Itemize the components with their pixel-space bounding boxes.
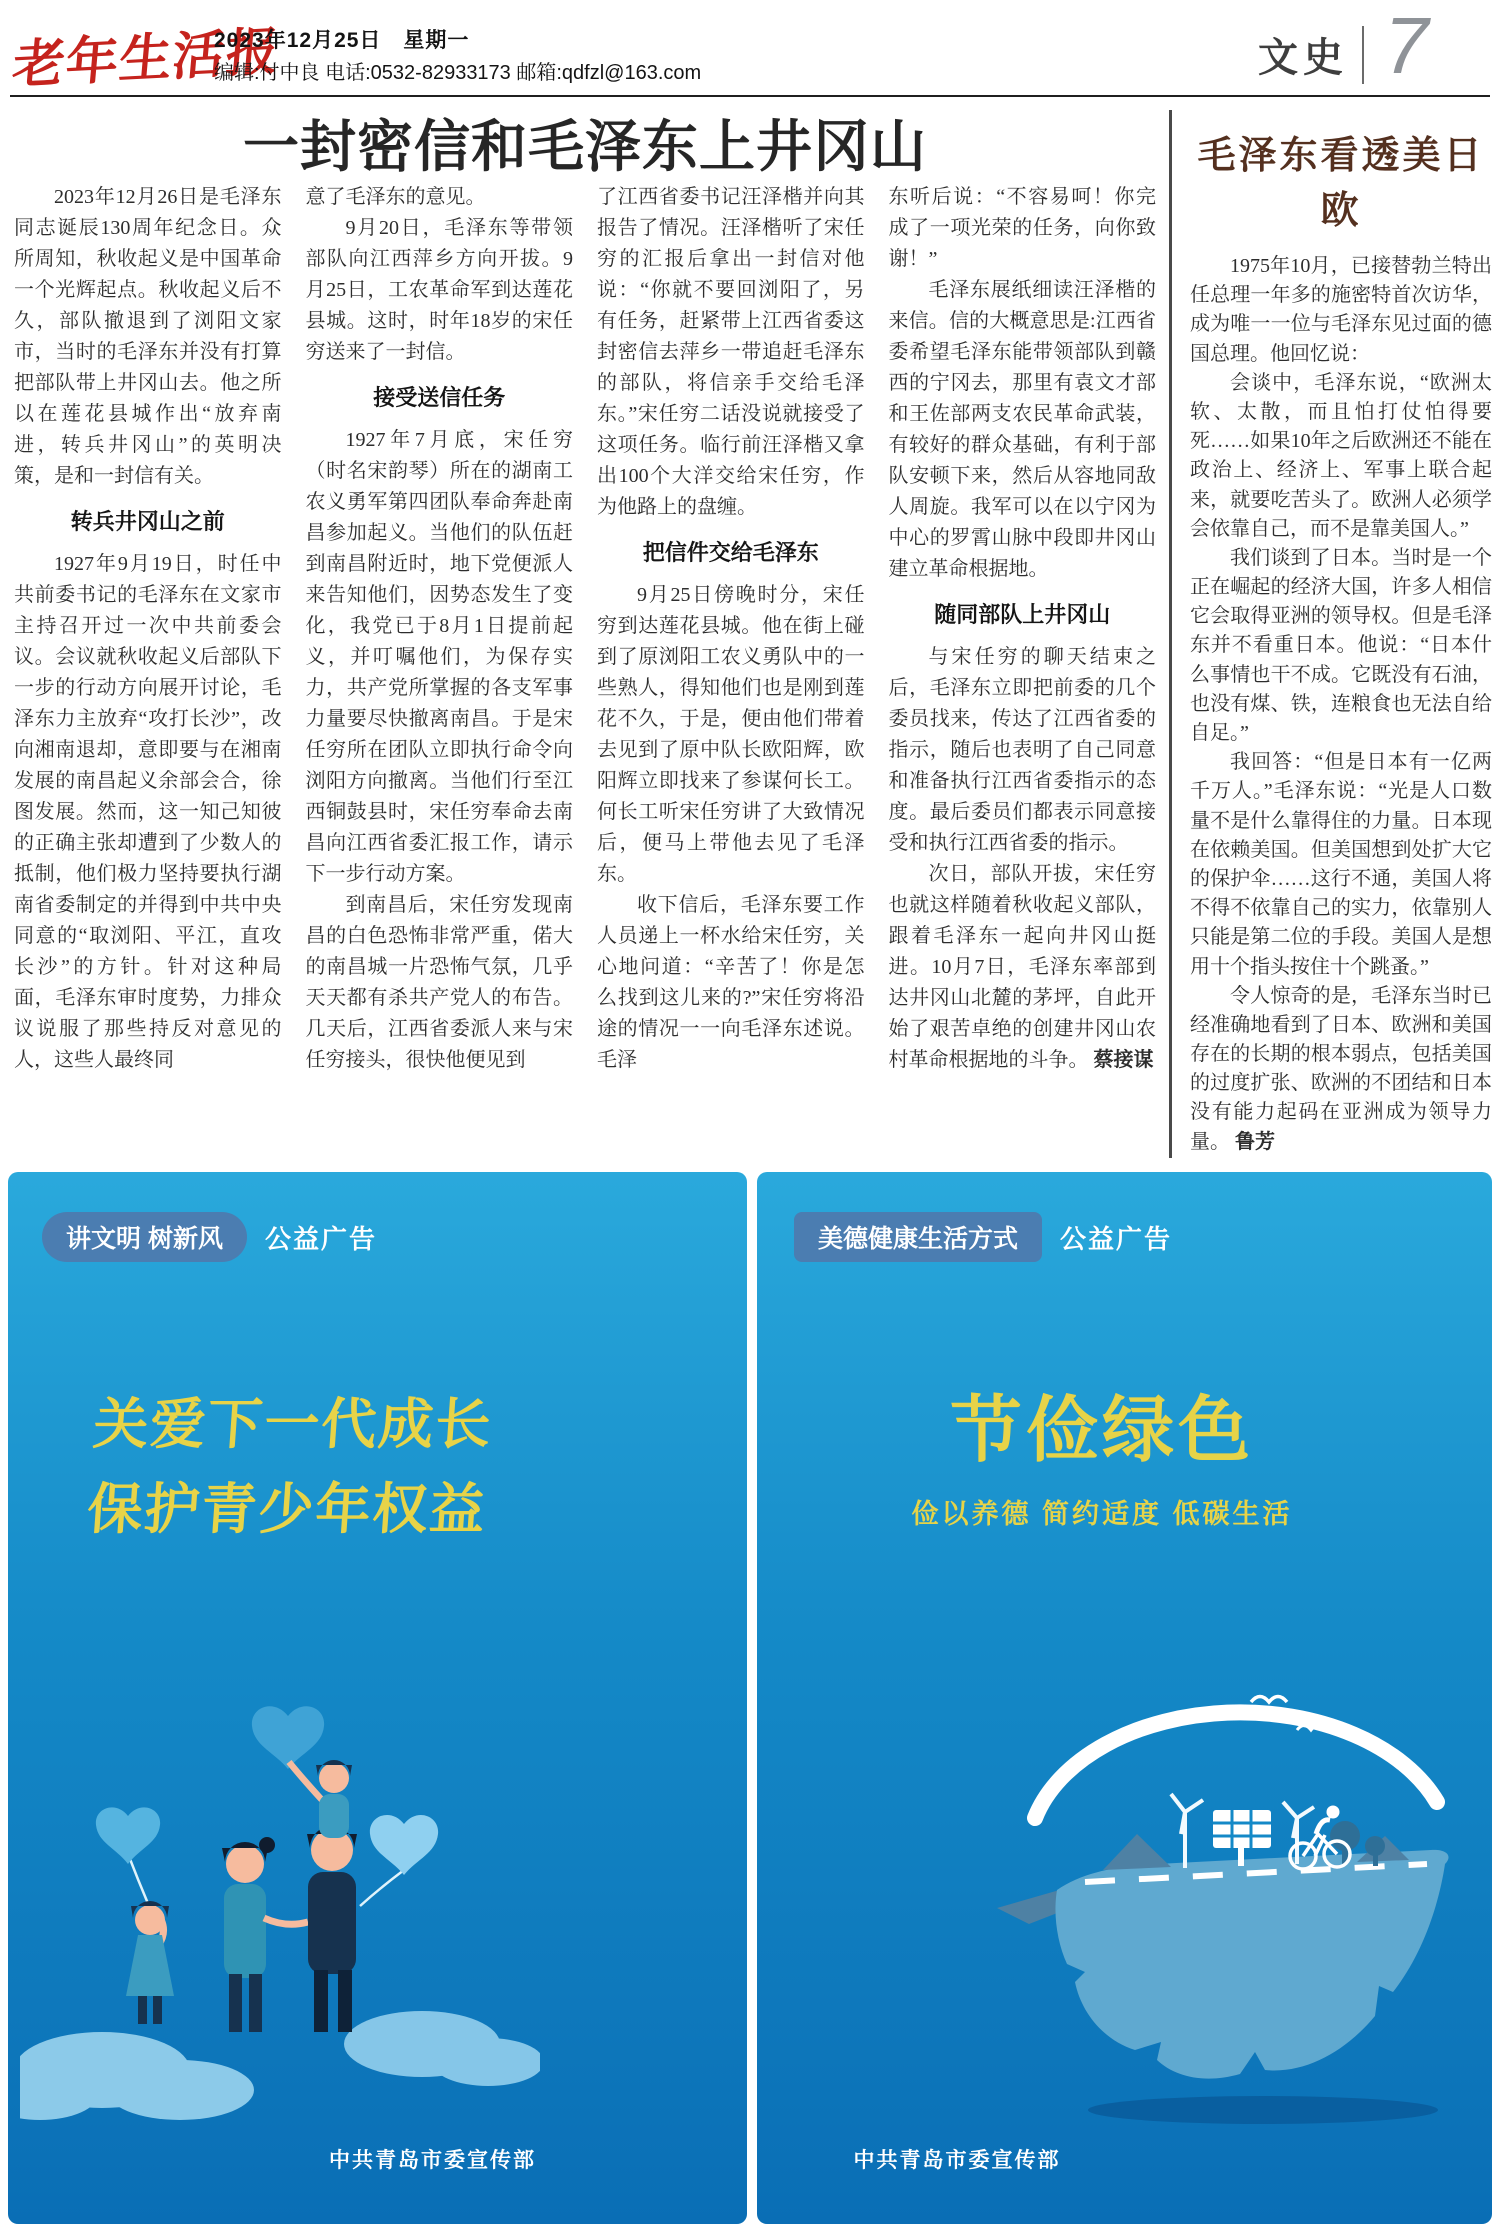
column-paragraph: 到南昌后，宋任穷发现南昌的白色恐怖非常严重，偌大的南昌城一片恐怖气氛，几乎天天都有杀共产党人的布告。几天后，江西省委派人来与宋任穷接头，很快他便见到 bbox=[305, 894, 573, 1072]
date-line: 2023年12月25日 星期一 bbox=[214, 29, 470, 52]
ad-footer: 中共青岛市委宣传部 bbox=[329, 2149, 536, 2172]
column-paragraph: 与宋任穷的聊天结束之后，毛泽东立即把前委的几个委员找来，传达了江西省委的指示，随后也表明了自己同意和准备执行江西省委指示的态度。最后委员们都表示同意接受和执行江西省委的指示。 bbox=[888, 646, 1156, 855]
column-paragraph bbox=[889, 859, 1157, 1076]
column-paragraph: 毛泽东展纸细读汪泽楷的来信。信的大概意思是:江西省委希望毛泽东能带领部队到赣西的宁冈去，那里有袁文才部和王佐部两支农民革命武装，有较好的群众基础，有利于部队安顿下来，然后从容地同敌人周旋。我军可以在以宁冈为中心的罗霄山脉中段即井冈山建立革命根据地。 bbox=[888, 279, 1156, 580]
article-column-4 bbox=[889, 182, 1157, 1158]
column-paragraph: 收下信后，毛泽东要工作人员递上一杯水给宋任穷，关心地问道：“辛苦了！你是怎么找到这儿来的?”宋任穷将沿途的情况一一向毛泽东述说。毛泽 bbox=[597, 894, 865, 1072]
section-label: 文史 bbox=[1258, 35, 1348, 80]
wind-turbine bbox=[1171, 1794, 1203, 1868]
green-island-illustration bbox=[785, 1572, 1465, 2132]
column-paragraph: 了江西省委书记汪泽楷并向其报告了情况。汪泽楷听了宋任穷的汇报后拿出一封信对他说：“你就不要回浏阳了，另有任务，赶紧带上江西省委这封密信去萍乡一带追赶毛泽东的部队，将信亲手交给毛泽东。”宋任穷二话没说就接受了这项任务。临行前汪泽楷又拿出100个大洋交给宋任穷，作为他路上的盘缠。 bbox=[597, 186, 865, 518]
ad-slogan bbox=[10, 1382, 570, 1553]
column-divider bbox=[1169, 110, 1172, 1158]
ad-header bbox=[794, 1212, 1172, 1262]
main-article-author: 蔡接谋 bbox=[1093, 1049, 1154, 1072]
ad-header bbox=[42, 1212, 377, 1262]
mountain bbox=[1103, 1834, 1171, 1870]
page-number: 7 bbox=[1384, 1, 1429, 90]
ad-type-label: 公益广告 bbox=[264, 1223, 377, 1254]
article-subhead: 转兵井冈山之前 bbox=[70, 509, 225, 534]
heart-balloon bbox=[252, 1706, 324, 1769]
column-paragraph: 2023年12月26日是毛泽东同志诞辰130周年纪念日。众所周知，秋收起义是中国革命一个光辉起点。秋收起义后不久，部队撤退到了浏阳文家市，当时的毛泽东并没有打算把部队带上井冈山去。他之所以在莲花县城作出“放弃南进，转兵井冈山”的英明决策，是和一封信有关。 bbox=[14, 186, 282, 487]
column-paragraph: 东听后说：“不容易呵！你完成了一项光荣的任务，向你致谢！” bbox=[888, 186, 1156, 270]
solar-panel bbox=[1213, 1810, 1271, 1866]
side-paragraph bbox=[1190, 982, 1492, 1157]
ad-slogan-line1: 关爱下一代成长 bbox=[91, 1393, 495, 1455]
paragraph-text: 令人惊奇的是，毛泽东当时已经准确地看到了日本、欧洲和美国存在的长期的根本弱点，包括美国的过度扩张、欧洲的不团结和日本没有能力起码在亚洲成为领导力量。 bbox=[1190, 984, 1492, 1153]
header-rule bbox=[10, 95, 1490, 97]
article-subhead: 接受送信任务 bbox=[373, 385, 506, 410]
side-article-title: 毛泽东看透美日欧 bbox=[1197, 135, 1485, 232]
psa-ad-left bbox=[8, 1172, 747, 2224]
side-paragraph: 会谈中，毛泽东说，“欧洲太软、太散，而且怕打仗怕得要死……如果10年之后欧洲还不能在政治上、经济上、军事上联合起来，就要吃苦头了。欧洲人必须学会依靠自己，而不是靠美国人。” bbox=[1190, 371, 1492, 540]
newspaper-logo: 老年生活报 bbox=[10, 24, 282, 95]
wind-turbine bbox=[1283, 1802, 1314, 1864]
ad-type-label: 公益广告 bbox=[1060, 1223, 1173, 1254]
column-paragraph: 意了毛泽东的意见。 bbox=[305, 186, 486, 208]
column-paragraph: 9月25日傍晚时分，宋任穷到达莲花县城。他在街上碰到了原浏阳工农义勇队中的一些熟人，得知他们也是刚到莲花不久，于是，便由他们带着去见到了原中队长欧阳辉，欧阳辉立即找来了参谋何长工。何长工听宋任穷讲了大致情况后，便马上带他去见了毛泽东。 bbox=[597, 584, 865, 886]
main-headline: 一封密信和毛泽东上井冈山 bbox=[243, 115, 927, 178]
ad-slogan-line2: 保护青少年权益 bbox=[85, 1478, 489, 1541]
article-subhead: 随同部队上井冈山 bbox=[934, 602, 1111, 627]
editor-contact-line: 编辑:付中良 电话:0532-82933173 邮箱:qdfzl@163.com bbox=[214, 62, 702, 84]
child-figure bbox=[289, 1760, 352, 1838]
island-shadow bbox=[1088, 2096, 1438, 2124]
article-column-3 bbox=[597, 182, 865, 1158]
column-paragraph: 1927年7月底，宋任穷（时名宋韵琴）所在的湖南工农义勇军第四团队奉命奔赴南昌参加起义。当他们的队伍赶到南昌附近时，地下党便派人来告知他们，因势态发生了变化，我党已于8月1日提前起义，并叮嘱他们，为保存实力，共产党所掌握的各支军事力量要尽快撤离南昌。于是宋任穷所在团队立即执行命令向浏阳方向撤离。当他们行至江西铜鼓县时，宋任穷奉命去南昌向江西省委汇报工作，请示下一步行动方案。 bbox=[305, 429, 573, 886]
balloon-string bbox=[128, 1854, 149, 1906]
side-paragraph: 我回答：“但是日本有一亿两千万人。”毛泽东说：“光是人口数量不是什么靠得住的力量。日本现在依赖美国。但美国想到处扩大它的保护伞……这行不通，美国人将不得不依靠自己的实力，依靠别人只能是第二位的手段。美国人是想用十个指头按住十个跳蚤。” bbox=[1190, 751, 1492, 978]
side-paragraph: 我们谈到了日本。当时是一个正在崛起的经济大国，许多人相信它会取得亚洲的领导权。但是毛泽东并不看重日本。他说：“日本什么事情也干不成。它既没有石油，也没有煤、铁，连粮食也无法自给自足。” bbox=[1190, 546, 1492, 744]
article-subhead: 把信件交给毛泽东 bbox=[642, 540, 819, 565]
cloud-left bbox=[20, 2032, 254, 2120]
column-paragraph: 1927年9月19日，时任中共前委书记的毛泽东在文家市主持召开过一次中共前委会议。会议就秋收起义后部队下一步的行动方向展开讨论，毛泽东力主放弃“攻打长沙”，改向湘南退却，意即要与在湘南发展的南昌起义余部会合，徐图发展。然而，这一知己知彼的正确主张却遭到了少数人的抵制，他们极力坚持要执行湖南省委制定的并得到中共中央同意的“取浏阳、平江，直攻长沙”的方针。针对这种局面，毛泽东审时度势，力排众议说服了那些持反对意见的人，这些人最终同 bbox=[14, 553, 282, 1072]
girl-figure bbox=[126, 1901, 174, 2024]
article-column-2 bbox=[306, 182, 574, 1158]
psa-ad-right bbox=[757, 1172, 1492, 2224]
ad-badge: 美德健康生活方式 bbox=[794, 1212, 1042, 1262]
article-column-1 bbox=[14, 182, 282, 1158]
side-paragraph: 1975年10月，已接替勃兰特出任总理一年多的施密特首次访华，成为唯一一位与毛泽东见过面的德国总理。他回忆说： bbox=[1190, 255, 1492, 365]
bird-icon bbox=[1251, 1697, 1287, 1703]
ad-badge: 讲文明 树新风 bbox=[42, 1212, 247, 1262]
mother-figure bbox=[222, 1837, 308, 2032]
ad-subtitle: 俭以养德 简约适度 低碳生活 bbox=[911, 1499, 1293, 1529]
main-article-columns bbox=[14, 182, 1156, 1158]
cloud-right bbox=[344, 2011, 540, 2086]
heart-balloon bbox=[370, 1815, 438, 1875]
balloon-string bbox=[360, 1870, 404, 1906]
ad-title: 节俭绿色 bbox=[949, 1391, 1254, 1471]
arc-swoosh bbox=[1035, 1712, 1437, 1818]
side-article bbox=[1190, 124, 1492, 1158]
heart-balloon bbox=[96, 1807, 160, 1864]
column-paragraph: 9月20日，毛泽东等带领部队向江西萍乡方向开拔。9月25日，工农革命军到达莲花县城。这时，时年18岁的宋任穷送来了一封信。 bbox=[305, 217, 573, 363]
family-illustration bbox=[20, 1602, 540, 2122]
header-divider bbox=[1362, 26, 1364, 84]
father-figure bbox=[307, 1826, 357, 2032]
side-article-author: 鲁芳 bbox=[1235, 1130, 1275, 1153]
leaf-island bbox=[1055, 1850, 1448, 2079]
paragraph-text: 次日，部队开拔，宋任穷也就这样随着秋收起义部队，跟着毛泽东一起向井冈山挺进。10月7日，毛泽东率部到达井冈山北麓的茅坪，自此开始了艰苦卓绝的创建井冈山农村革命根据地的斗争。 bbox=[888, 863, 1156, 1072]
ad-footer: 中共青岛市委宣传部 bbox=[853, 2149, 1061, 2172]
